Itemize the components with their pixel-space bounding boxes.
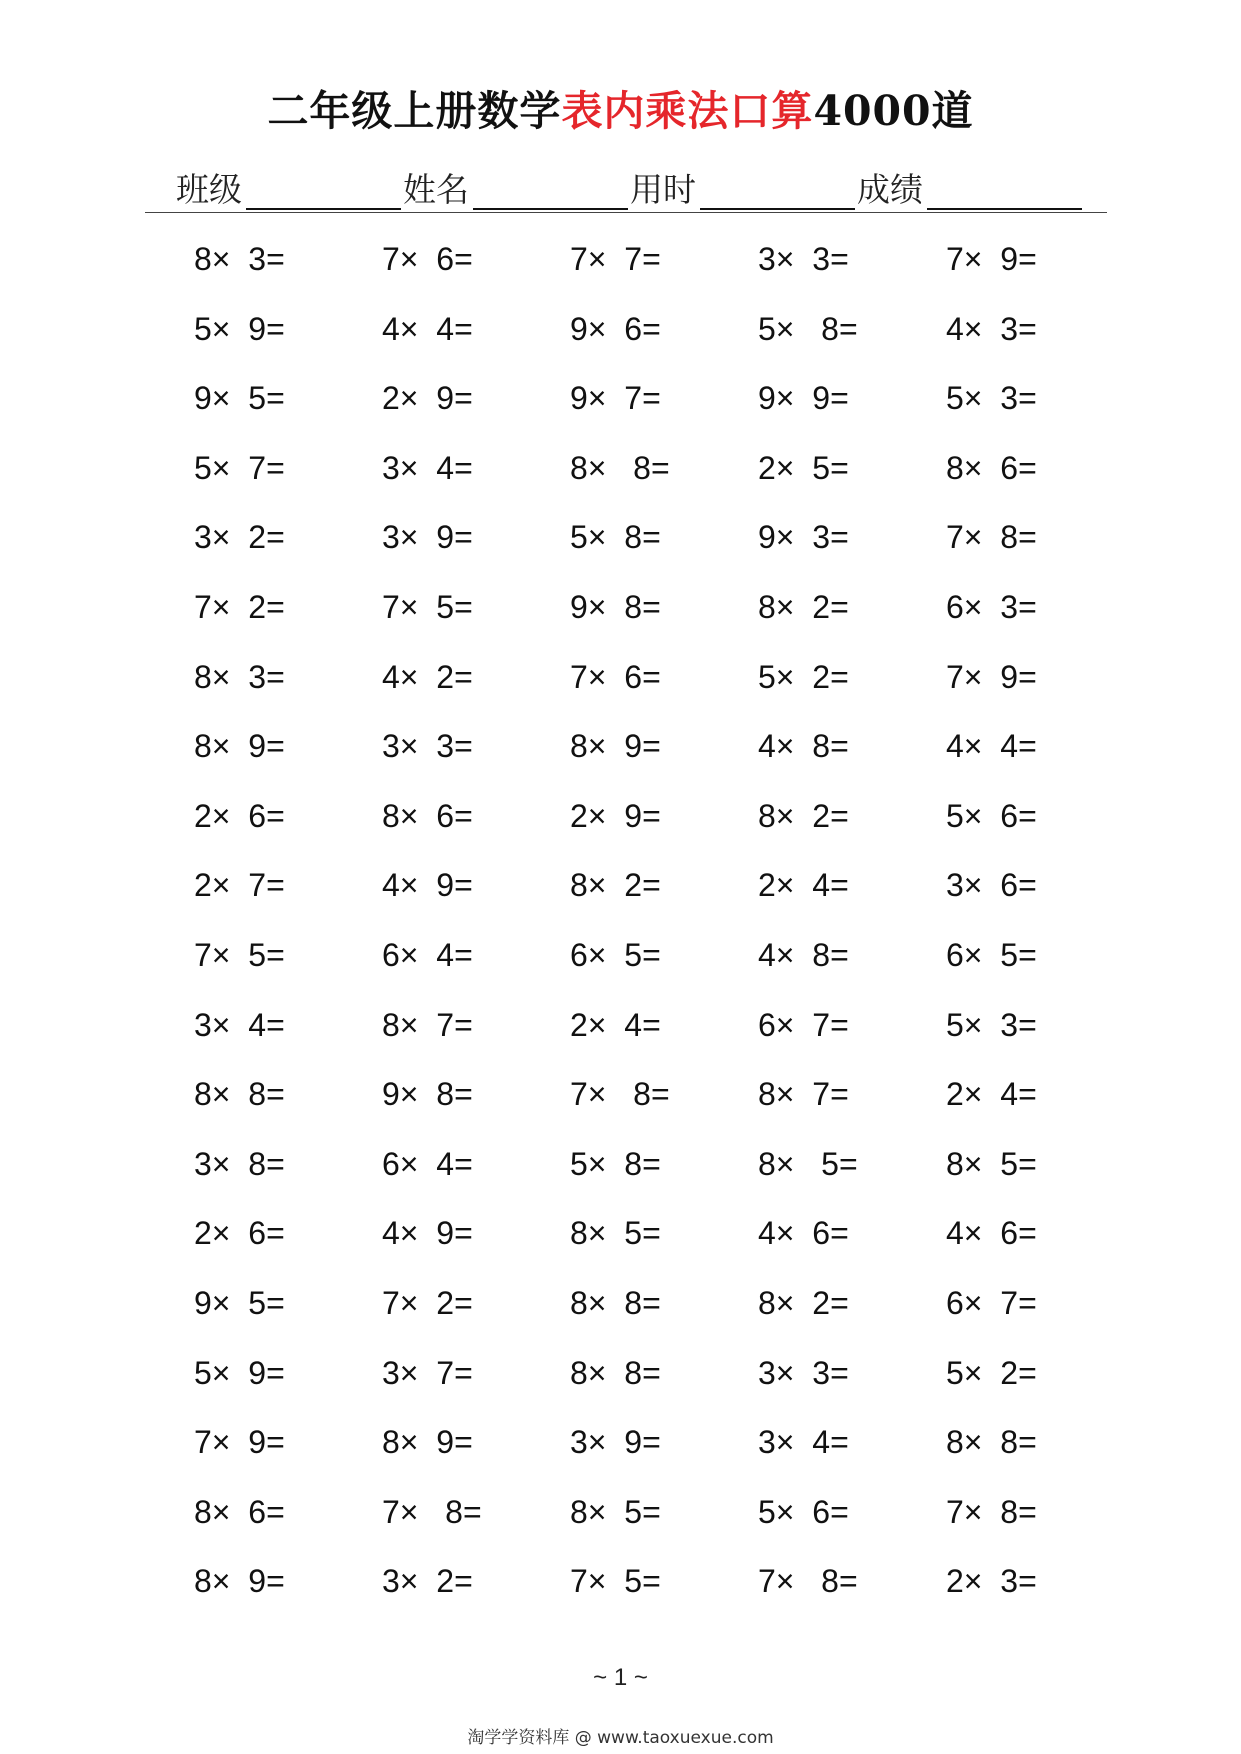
problem-cell: 9× 8= (570, 588, 661, 625)
problem-cell: 8× 9= (382, 1424, 473, 1461)
problem-row (194, 723, 1134, 793)
name-field (403, 168, 630, 210)
problem-cell: 8× 8= (570, 1354, 661, 1391)
problem-cell: 9× 9= (758, 380, 849, 417)
problem-cell: 5× 9= (194, 310, 285, 347)
problem-cell: 5× 6= (758, 1493, 849, 1530)
problem-cell: 7× 9= (194, 1424, 285, 1461)
problem-cell: 7× 6= (570, 658, 661, 695)
problem-cell: 8× 8= (570, 449, 670, 486)
problem-row (194, 1002, 1134, 1072)
problem-cell: 8× 2= (570, 867, 661, 904)
problem-cell: 2× 7= (194, 867, 285, 904)
time-label: 用时 (630, 170, 696, 209)
time-field (630, 168, 857, 210)
problem-row (194, 236, 1134, 306)
problem-cell: 8× 7= (382, 1006, 473, 1043)
problem-cell: 5× 2= (758, 658, 849, 695)
problem-cell: 9× 7= (570, 380, 661, 417)
problem-cell: 2× 4= (570, 1006, 661, 1043)
problem-cell: 7× 6= (382, 241, 473, 277)
problem-cell: 2× 9= (382, 380, 473, 417)
page-title (0, 78, 1241, 137)
problem-cell: 7× 8= (382, 1493, 482, 1530)
problem-cell: 2× 9= (570, 797, 661, 834)
student-info-row (176, 162, 1084, 210)
problem-cell: 5× 3= (946, 380, 1037, 417)
problem-cell: 4× 9= (382, 1215, 473, 1252)
problem-cell: 8× 5= (758, 1145, 858, 1182)
problem-cell: 8× 2= (758, 588, 849, 625)
problem-cell: 8× 5= (946, 1145, 1037, 1182)
problem-cell: 8× 9= (194, 728, 285, 765)
problem-row (194, 1071, 1134, 1141)
problem-cell: 3× 7= (382, 1354, 473, 1391)
problem-cell: 8× 3= (194, 658, 285, 695)
problem-row (194, 862, 1134, 932)
problem-cell: 5× 8= (570, 1145, 661, 1182)
problem-row (194, 514, 1134, 584)
title-part-topic: 表内乘法口算 (561, 87, 814, 135)
problem-cell: 4× 8= (758, 936, 849, 973)
problem-cell: 6× 5= (946, 936, 1037, 973)
name-label: 姓名 (403, 170, 469, 209)
problem-cell: 8× 2= (758, 797, 849, 834)
title-part-count: 4000道 (813, 87, 974, 135)
problem-row (194, 1210, 1134, 1280)
problem-cell: 8× 8= (570, 1284, 661, 1321)
problem-cell: 7× 8= (570, 1076, 670, 1113)
problem-cell: 3× 4= (382, 449, 473, 486)
problem-cell: 3× 6= (946, 867, 1037, 904)
problem-cell: 5× 6= (946, 797, 1037, 834)
problem-row (194, 306, 1134, 376)
problem-cell: 8× 9= (570, 728, 661, 765)
problem-cell: 2× 5= (758, 449, 849, 486)
problem-cell: 7× 8= (946, 519, 1037, 556)
problem-cell: 9× 6= (570, 310, 661, 347)
problem-cell: 5× 3= (946, 1006, 1037, 1043)
problem-cell: 7× 8= (758, 1563, 858, 1600)
class-blank[interactable] (246, 168, 401, 210)
problem-grid (194, 236, 1134, 1628)
class-label: 班级 (176, 170, 242, 209)
problem-cell: 9× 3= (758, 519, 849, 556)
problem-cell: 4× 6= (758, 1215, 849, 1252)
problem-cell: 3× 3= (382, 728, 473, 765)
problem-cell: 5× 7= (194, 449, 285, 486)
score-label: 成绩 (857, 170, 923, 209)
problem-row (194, 1419, 1134, 1489)
problem-cell: 2× 3= (946, 1563, 1037, 1600)
problem-cell: 4× 9= (382, 867, 473, 904)
problem-cell: 7× 9= (946, 241, 1037, 277)
title-part-grade: 二年级上册数学 (267, 87, 562, 135)
problem-cell: 4× 4= (946, 728, 1037, 765)
problem-cell: 8× 3= (194, 241, 285, 277)
header-divider (145, 212, 1107, 213)
problem-cell: 3× 9= (382, 519, 473, 556)
problem-cell: 6× 4= (382, 1145, 473, 1182)
problem-row (194, 584, 1134, 654)
problem-cell: 3× 9= (570, 1424, 661, 1461)
problem-cell: 6× 7= (758, 1006, 849, 1043)
problem-row (194, 1489, 1134, 1559)
problem-row (194, 932, 1134, 1002)
problem-cell: 4× 2= (382, 658, 473, 695)
problem-cell: 5× 8= (570, 519, 661, 556)
problem-cell: 6× 4= (382, 936, 473, 973)
problem-cell: 8× 9= (194, 1563, 285, 1600)
problem-cell: 8× 6= (382, 797, 473, 834)
problem-cell: 8× 6= (946, 449, 1037, 486)
problem-cell: 8× 5= (570, 1215, 661, 1252)
problem-cell: 4× 3= (946, 310, 1037, 347)
problem-cell: 9× 5= (194, 380, 285, 417)
problem-cell: 2× 6= (194, 1215, 285, 1252)
problem-row (194, 375, 1134, 445)
problem-cell: 2× 4= (758, 867, 849, 904)
problem-cell: 4× 4= (382, 310, 473, 347)
score-field (857, 168, 1084, 210)
problem-cell: 7× 5= (194, 936, 285, 973)
problem-cell: 3× 2= (382, 1563, 473, 1600)
footer-watermark: 淘学学资料库 @ www.taoxuexue.com (467, 1728, 774, 1748)
problem-cell: 8× 7= (758, 1076, 849, 1113)
class-field (176, 168, 403, 210)
problem-cell: 9× 5= (194, 1284, 285, 1321)
problem-cell: 3× 8= (194, 1145, 285, 1182)
problem-cell: 8× 6= (194, 1493, 285, 1530)
problem-cell: 8× 2= (758, 1284, 849, 1321)
problem-row (194, 445, 1134, 515)
page-number: ~ 1 ~ (593, 1664, 648, 1691)
problem-row (194, 654, 1134, 724)
problem-cell: 8× 8= (194, 1076, 285, 1113)
problem-cell: 2× 4= (946, 1076, 1037, 1113)
problem-row (194, 1350, 1134, 1420)
problem-cell: 7× 5= (570, 1563, 661, 1600)
problem-row (194, 1280, 1134, 1350)
problem-cell: 8× 8= (946, 1424, 1037, 1461)
problem-cell: 6× 5= (570, 936, 661, 973)
problem-cell: 7× 9= (946, 658, 1037, 695)
problem-cell: 7× 2= (382, 1284, 473, 1321)
problem-cell: 5× 9= (194, 1354, 285, 1391)
problem-cell: 9× 8= (382, 1076, 473, 1113)
problem-row (194, 793, 1134, 863)
problem-cell: 3× 4= (194, 1006, 285, 1043)
problem-cell: 3× 2= (194, 519, 285, 556)
problem-cell: 7× 5= (382, 588, 473, 625)
problem-row (194, 1558, 1134, 1628)
problem-cell: 5× 2= (946, 1354, 1037, 1391)
problem-cell: 3× 4= (758, 1424, 849, 1461)
problem-cell: 4× 8= (758, 728, 849, 765)
name-blank[interactable] (473, 168, 628, 210)
problem-cell: 7× 7= (570, 241, 661, 277)
time-blank[interactable] (700, 168, 855, 210)
problem-cell: 3× 3= (758, 1354, 849, 1391)
problem-cell: 5× 8= (758, 310, 858, 347)
problem-cell: 6× 7= (946, 1284, 1037, 1321)
problem-cell: 3× 3= (758, 241, 849, 277)
problem-row (194, 1141, 1134, 1211)
score-blank[interactable] (927, 168, 1082, 210)
problem-cell: 7× 2= (194, 588, 285, 625)
problem-cell: 2× 6= (194, 797, 285, 834)
problem-cell: 4× 6= (946, 1215, 1037, 1252)
problem-cell: 8× 5= (570, 1493, 661, 1530)
problem-cell: 7× 8= (946, 1493, 1037, 1530)
problem-cell: 6× 3= (946, 588, 1037, 625)
